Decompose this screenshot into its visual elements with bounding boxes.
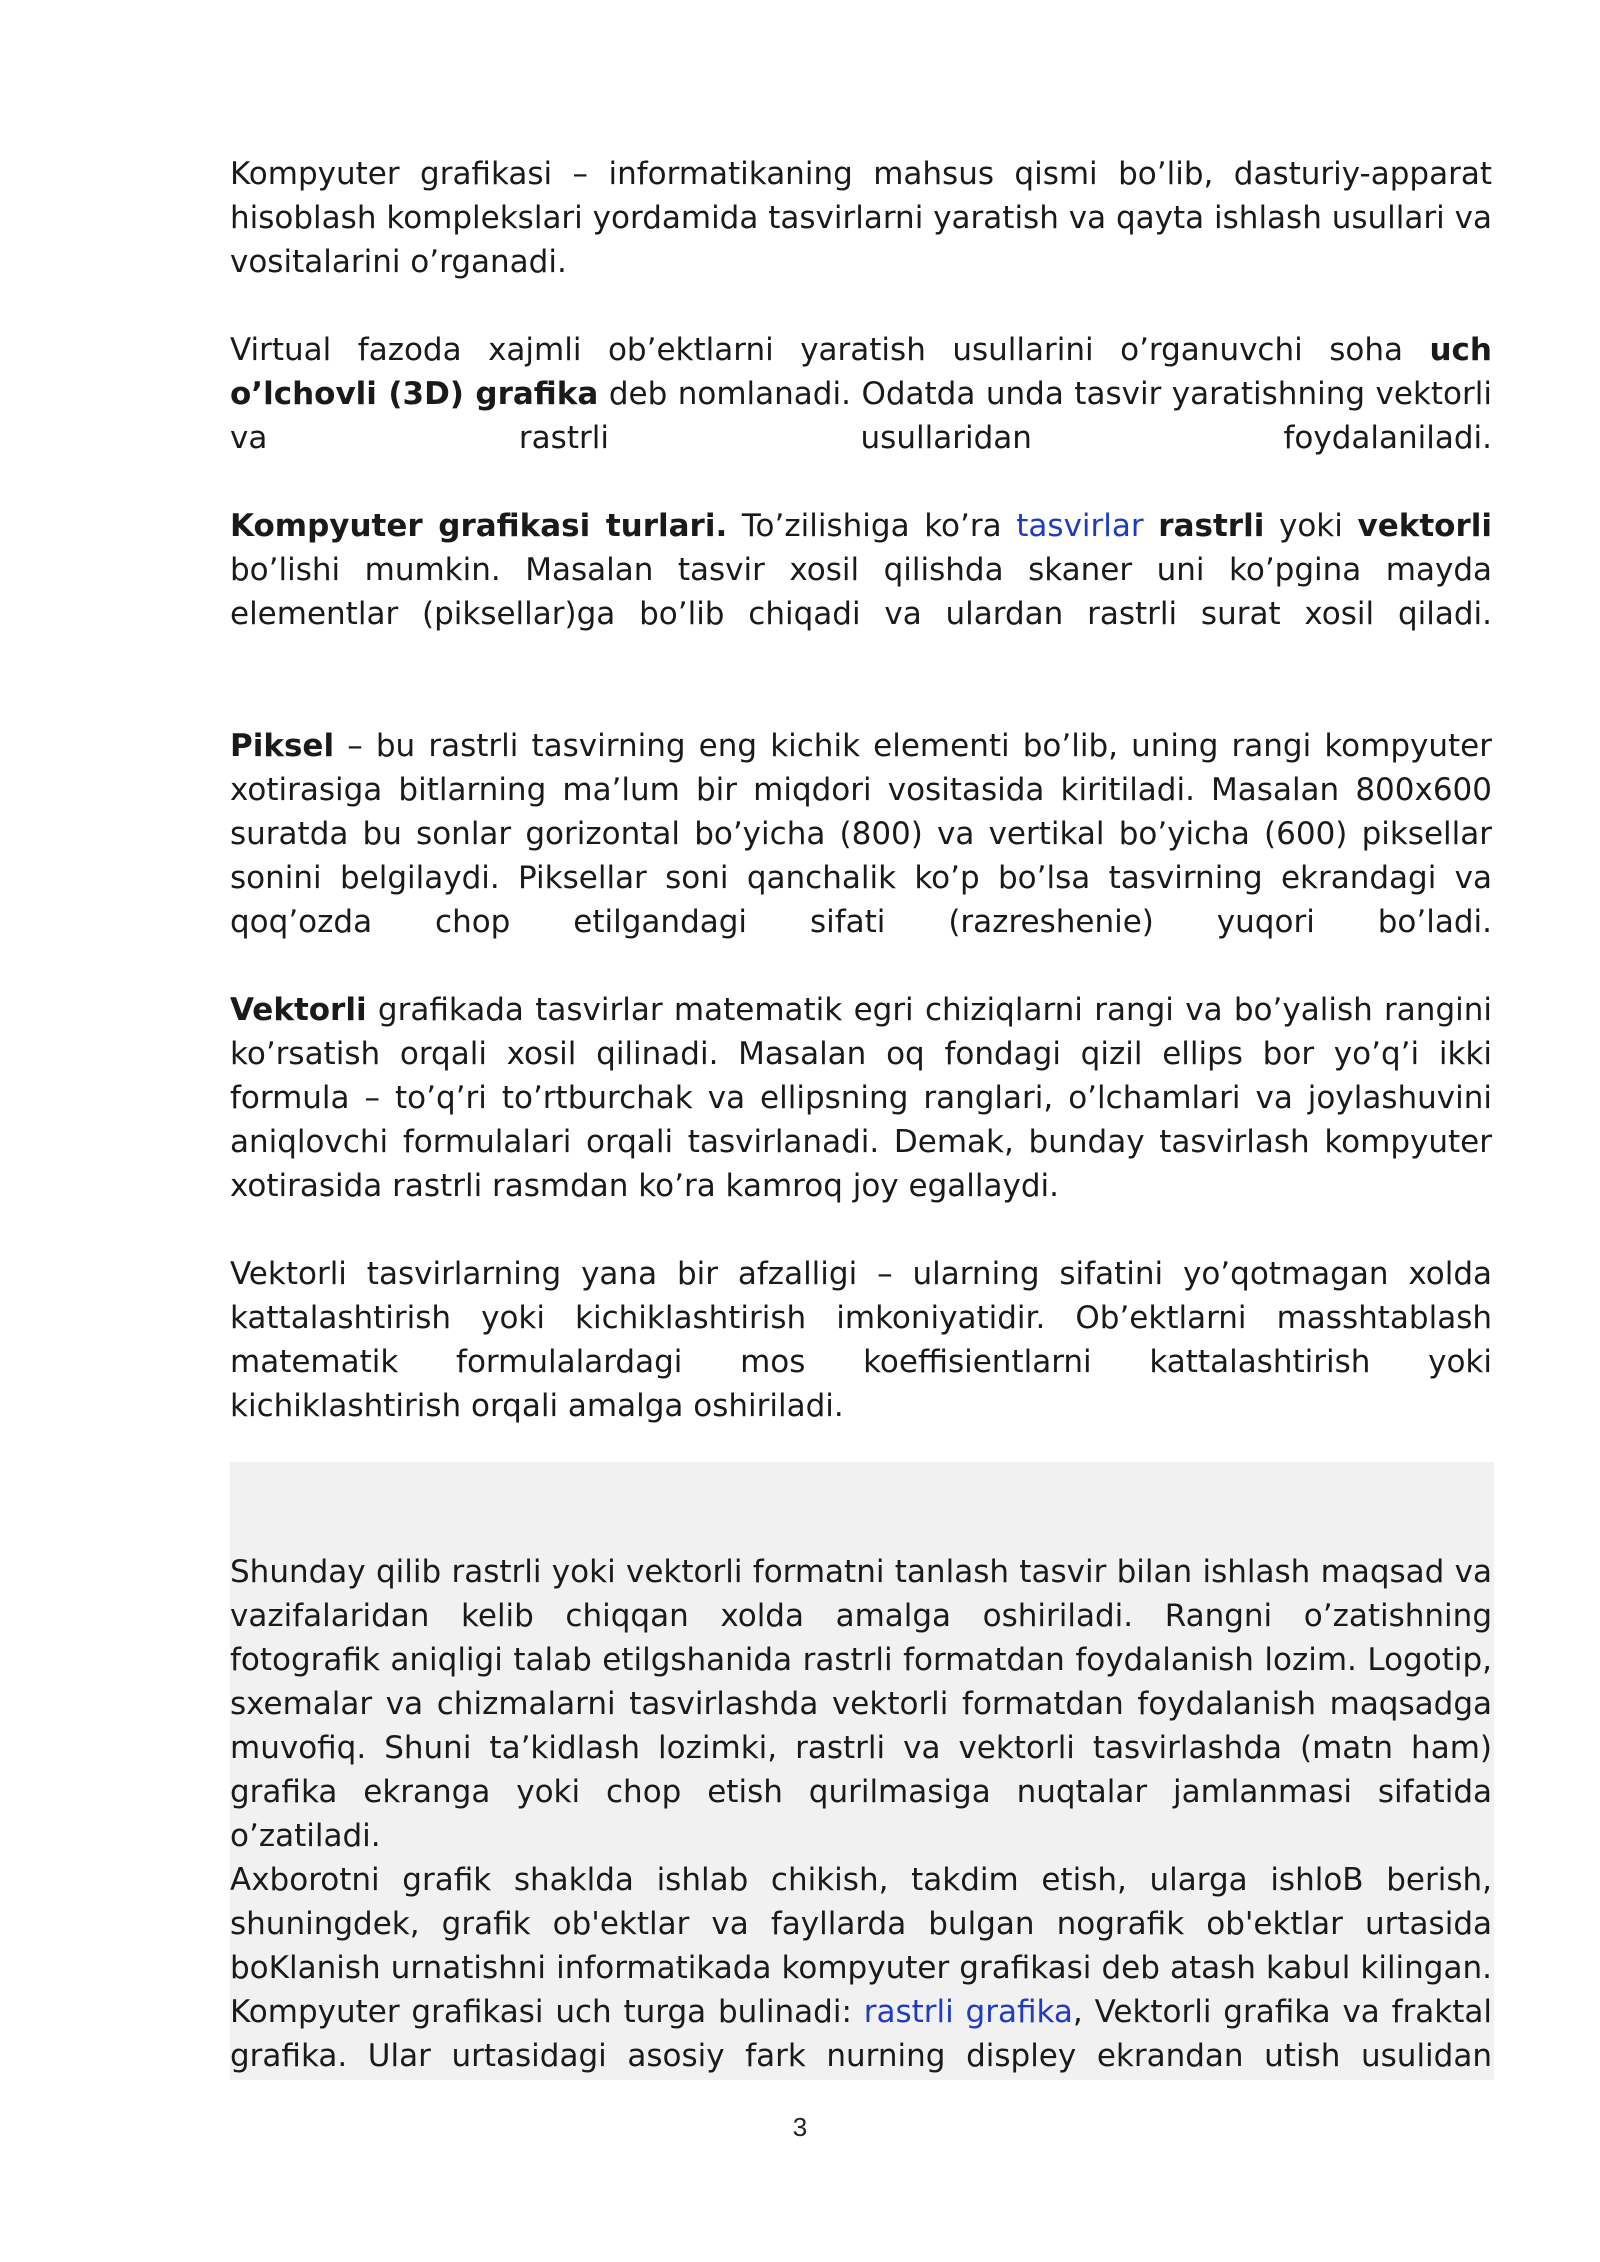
types-text-2 bbox=[1144, 508, 1159, 544]
term-vektorli-heading: Vektorli bbox=[230, 992, 367, 1028]
paragraph-3d-before: Virtual fazoda xajmli ob’ektlarni yaratish usullarini o’rganuvchi soha bbox=[230, 332, 1430, 368]
term-vektorli: vektorli bbox=[1357, 508, 1493, 544]
paragraph-3d-graphics bbox=[230, 328, 1492, 460]
paragraph-vector-advantage bbox=[230, 1252, 1492, 1428]
paragraph-intro bbox=[230, 152, 1492, 284]
paragraph-graphics-definition bbox=[230, 1858, 1492, 2078]
vector-text: grafikada tasvirlar matematik egri chiziqlarni rangi va bo’yalish rangini ko’rsatish orqali xosil qilinadi. Masalan oq fondagi qizil ellips bor yo’q’i ikki formula – to’q’ri to’rtburchak va ellipsning ranglari, o’lchamlari va joylashuvini aniqlovchi formulalari orqali tasvirlanadi. Demak, bunday tasvirlash kompyuter xotirasida rastrli rasmdan ko’ra kamroq joy egallaydi. bbox=[230, 992, 1492, 1204]
page-number: 3 bbox=[792, 2112, 808, 2142]
paragraph-pixel bbox=[230, 724, 1492, 944]
definition-before: Axborotni grafik shaklda ishlab chikish, takdim etish, ularga ishloB berish, shuningdek, grafik ob'ektlar va fayllarda bulgan nografik ob'ektlar urtasida boKlanish urnatishni informatikada kompyuter grafikasi deb atash kabul kilingan. Kompyuter grafikasi uch turga bulinadi: bbox=[230, 1862, 1492, 2030]
link-tasvirlar[interactable]: tasvirlar bbox=[1016, 508, 1144, 544]
format-choice-text: Shunday qilib rastrli yoki vektorli formatni tanlash tasvir bilan ishlash maqsad va vazifalaridan kelib chiqqan xolda amalga oshiriladi. Rangni o’zatishning fotografik aniqligi talab etilgshanida rastrli formatdan foydalanish lozim. Logotip, sxemalar va chizmalarni tasvirlashda vektorli formatdan foydalanish maqsadga muvofiq. Shuni ta’kidlash lozimki, rastrli va vektorli tasvirlashda (matn ham) grafika ekranga yoki chop etish qurilmasiga nuqtalar jamlanmasi sifatida o’zatiladi. bbox=[230, 1554, 1492, 1854]
types-text-1: To’zilishiga ko’ra bbox=[727, 508, 1017, 544]
paragraph-intro-text: Kompyuter grafikasi – informatikaning mahsus qismi bo’lib, dasturiy-apparat hisoblash komplekslari yordamida tasvirlarni yaratish va qayta ishlash usullari va vositalarini o’rganadi. bbox=[230, 156, 1492, 280]
types-text-3: yoki bbox=[1264, 508, 1358, 544]
pixel-text: – bu rastrli tasvirning eng kichik elementi bo’lib, uning rangi kompyuter xotirasiga bitlarning ma’lum bir miqdori vositasida kiritiladi. Masalan 800x600 suratda bu sonlar gorizontal bo’yicha (800) va vertikal bo’yicha (600) piksellar sonini belgilaydi. Piksellar soni qanchalik ko’p bo’lsa tasvirning ekrandagi va qoq’ozda chop etilgandagi sifati (razreshenie) yuqori bo’ladi. bbox=[230, 728, 1492, 940]
types-text-4: bo’lishi mumkin. Masalan tasvir xosil qilishda skaner uni ko’pgina mayda elementlar (piksellar)ga bo’lib chiqadi va ulardan rastrli surat xosil qiladi. bbox=[230, 552, 1492, 632]
paragraph-3d-after: deb nomlanadi. Odatda unda tasvir yaratishning vektorli va rastrli usullaridan foydalaniladi. bbox=[230, 376, 1492, 456]
link-rastrli-grafika[interactable]: rastrli grafika bbox=[863, 1994, 1073, 2030]
vector-advantage-text: Vektorli tasvirlarning yana bir afzalligi – ularning sifatini yo’qotmagan xolda kattalashtirish yoki kichiklashtirish imkoniyatidir. Ob’ektlarni masshtablash matematik formulalardagi mos koeffisientlarni kattalashtirish yoki kichiklashtirish orqali amalga oshiriladi. bbox=[230, 1256, 1492, 1424]
paragraph-format-choice bbox=[230, 1550, 1492, 1858]
paragraph-graphics-types bbox=[230, 504, 1492, 636]
paragraph-vector bbox=[230, 988, 1492, 1208]
term-rastrli: rastrli bbox=[1158, 508, 1265, 544]
heading-graphics-types: Kompyuter grafikasi turlari. bbox=[230, 508, 728, 544]
term-3d-graphics: uch o’lchovli (3D) grafika bbox=[230, 332, 1492, 412]
term-piksel: Piksel bbox=[230, 728, 335, 764]
definition-after: , Vektorli grafika va fraktal grafika. Ular urtasidagi asosiy fark nurning displey ekrandan utish usulidan bbox=[230, 1994, 1492, 2074]
